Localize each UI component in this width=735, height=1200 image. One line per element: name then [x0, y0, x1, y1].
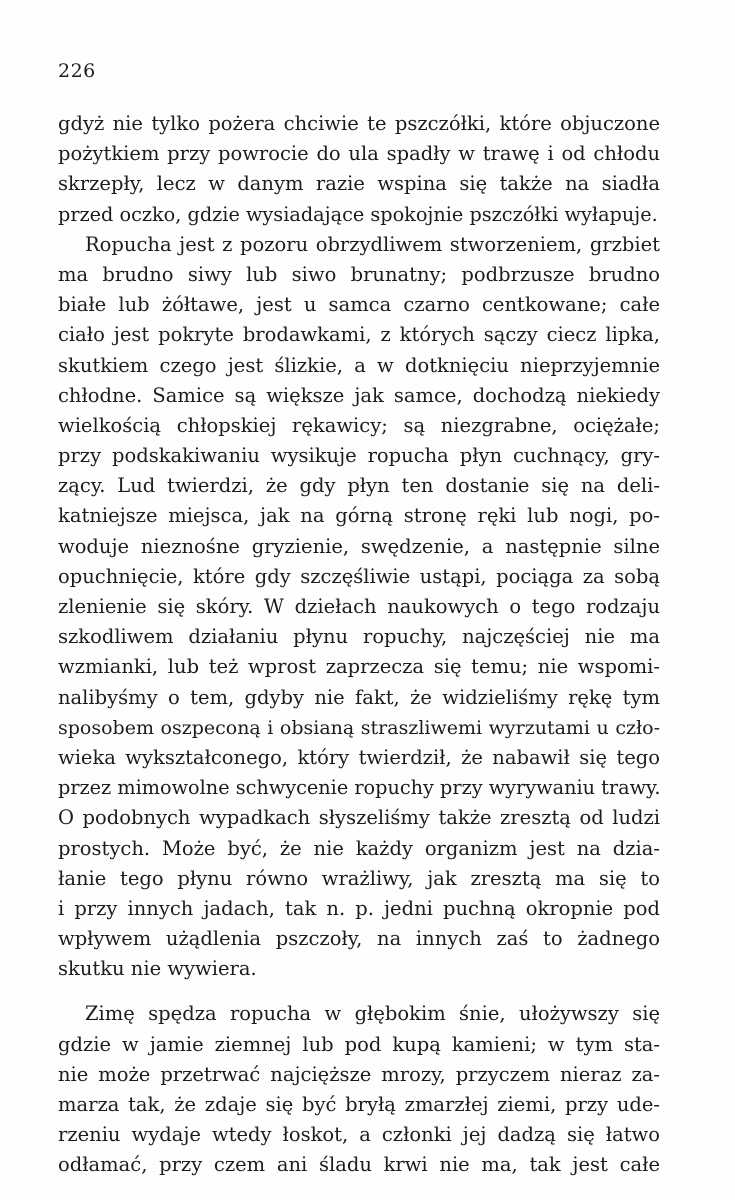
text-line: gdyż nie tylko pożera chciwie te pszczółki, które objuczone — [58, 112, 660, 135]
paragraph-3 — [58, 999, 660, 1180]
text-line: odłamać, przy czem ani śladu krwi nie ma, tak jest całe — [58, 1153, 660, 1177]
text-line: katniejsze miejsca, jak na górną stronę ręki lub nogi, po- — [58, 504, 660, 528]
text-line: prostych. Może być, że nie każdy organizm jest na dzia- — [58, 836, 660, 860]
text-line: wieka wykształconego, który twierdził, że nabawił się tego — [58, 745, 660, 769]
text-line: opuchnięcie, które gdy szczęśliwie ustąpi, pociąga za sobą — [58, 564, 660, 588]
text-line: i przy innych jadach, tak n. p. jedni puchną okropnie pod — [58, 896, 660, 920]
text-line: gdzie w jamie ziemnej lub pod kupą kamieni; w tym sta- — [58, 1032, 660, 1056]
text-line: Zimę spędza ropucha w głębokim śnie, ułożywszy się — [85, 1002, 660, 1026]
text-line: chłodne. Samice są większe jak samce, dochodzą niekiedy — [58, 383, 660, 407]
text-line: ciało jest pokryte brodawkami, z których sączy ciecz lipka, — [58, 323, 660, 347]
text-line: przed oczko, gdzie wysiadające spokojnie pszczółki wyłapuje. — [58, 202, 658, 226]
text-line: zący. Lud twierdzi, że gdy płyn ten dostanie się na deli- — [58, 474, 660, 498]
text-line: białe lub żółtawe, jest u samca czarno centkowane; całe — [58, 293, 660, 317]
text-line: wielkością chłopskiej rękawicy; są niezgrabne, ociężałe; — [58, 413, 660, 437]
text-line: Ropucha jest z pozoru obrzydliwem stworzeniem, grzbiet — [85, 232, 660, 256]
text-line: zlenienie się skóry. W dziełach naukowych o tego rodzaju — [58, 595, 660, 618]
text-line: przy podskakiwaniu wysikuje ropucha płyn cuchnący, gry- — [58, 444, 660, 468]
text-line: rzeniu wydaje wtedy łoskot, a członki jej dadzą się łatwo — [58, 1123, 660, 1147]
text-line: pożytkiem przy powrocie do ula spadły w trawę i od chłodu — [58, 142, 660, 166]
text-line: wzmianki, lub też wprost zaprzecza się temu; nie wspomi- — [58, 655, 660, 679]
page-number: 226 — [58, 60, 96, 82]
text-line: skutku nie wywiera. — [58, 957, 257, 981]
text-line: O podobnych wypadkach słyszeliśmy także zresztą od ludzi — [58, 806, 660, 830]
text-line: skrzepły, lecz w danym razie wspina się także na siadła — [58, 172, 660, 196]
text-line: ma brudno siwy lub siwo brunatny; podbrzusze brudno — [58, 262, 660, 286]
text-line: nalibyśmy o tem, gdyby nie fakt, że widzieliśmy rękę tym — [58, 685, 660, 709]
text-line: woduje nieznośne gryzienie, swędzenie, a następnie silne — [58, 534, 660, 558]
paragraph-spacing — [58, 984, 660, 999]
text-line: marza tak, że zdaje się być bryłą zmarzłej ziemi, przy ude- — [58, 1093, 660, 1116]
text-line: nie może przetrwać najcięższe mrozy, przyczem nieraz za- — [58, 1062, 660, 1086]
text-line: łanie tego płynu równo wrażliwy, jak zresztą ma się to — [58, 866, 660, 890]
text-line: sposobem oszpeconą i obsianą straszliwemi wyrzutami u czło- — [58, 716, 660, 739]
paragraph-2 — [58, 230, 660, 985]
text-line: wpływem użądlenia pszczoły, na innych zaś to żadnego — [58, 927, 660, 951]
paragraph-1 — [58, 109, 660, 230]
text-line: przez mimowolne schwycenie ropuchy przy wyrywaniu trawy. — [58, 776, 661, 800]
text-line: szkodliwem działaniu płynu ropuchy, najczęściej nie ma — [58, 625, 660, 649]
body-text — [58, 109, 660, 1181]
text-line: skutkiem czego jest ślizkie, a w dotknięciu nieprzyjemnie — [58, 353, 660, 377]
